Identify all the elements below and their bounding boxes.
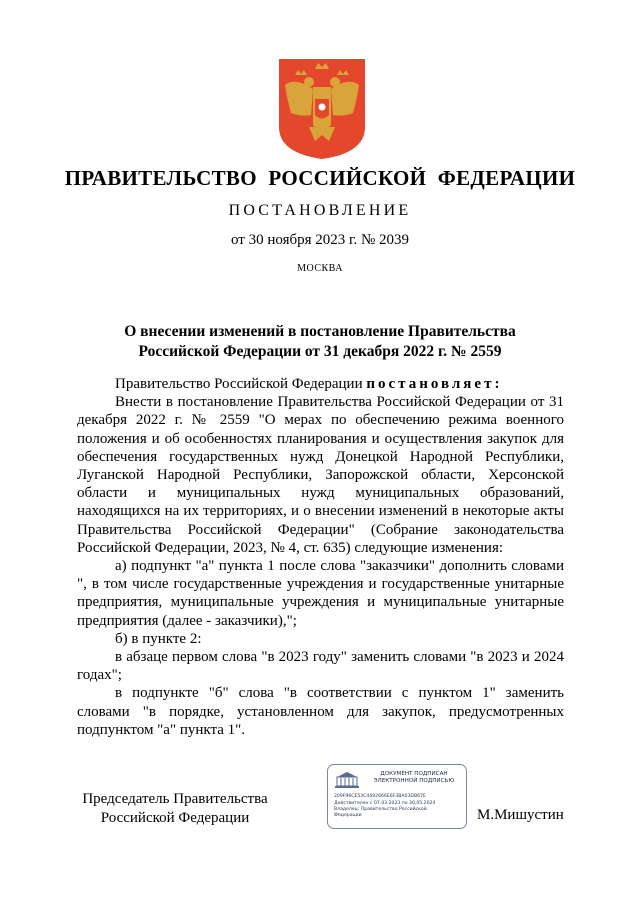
government-title: ПРАВИТЕЛЬСТВО РОССИЙСКОЙ ФЕДЕРАЦИИ bbox=[64, 166, 576, 190]
document-type: ПОСТАНОВЛЕНИЕ bbox=[228, 202, 412, 219]
heading-line-2: Российской Федерации от 31 декабря 2022 г. № 2559 bbox=[138, 343, 502, 360]
stamp-heading-line-1: ДОКУМЕНТ ПОДПИСАН bbox=[380, 771, 448, 777]
body-paragraph-4: в абзаце первом слова "в 2023 году" заменить словами "в 2023 и 2024 годах"; bbox=[77, 649, 564, 684]
russian-coat-of-arms-emblem bbox=[275, 55, 369, 161]
signatory-position bbox=[80, 790, 270, 828]
body-paragraph-decree bbox=[77, 375, 564, 393]
stamp-owner-line-1: Владелец: Правительство Российской bbox=[334, 807, 427, 812]
body-paragraph-3: б) в пункте 2: bbox=[115, 630, 202, 647]
document-city: МОСКВА bbox=[297, 263, 343, 274]
stamp-validity: Действителен с 07.03.2023 по 30.05.2024 bbox=[334, 801, 436, 806]
government-building-icon bbox=[334, 771, 360, 789]
document-body bbox=[77, 375, 564, 739]
body-paragraph-1: Внести в постановление Правительства Российской Федерации от 31 декабря 2022 г. № 2559 "О мерах по обеспечению режима военного положения и об особенностях планирования и осуществления закупок для обеспечения государственных нужд Донецкой Народной Республики, Луганской Народной Республики, Запорожской области, Херсонской области и муниципальных нужд муниципальных образований, находящихся на их территориях, и о внесении изменений в некоторые акты Правительства Российской Федерации" (Собрание законодательства Российской Федерации, 2023, № 4, ст. 635) следующие изменения: bbox=[77, 394, 564, 556]
document-date-number: от 30 ноября 2023 г. № 2039 bbox=[230, 232, 410, 248]
signatory-name: М.Мишустин bbox=[477, 807, 564, 823]
stamp-heading bbox=[364, 771, 464, 785]
decree-action: постановляет: bbox=[366, 376, 503, 392]
stamp-serial: 209F96CE53C4692666E6F3BA03DB67E bbox=[334, 794, 426, 799]
stamp-heading-line-2: ЭЛЕКТРОННОЙ ПОДПИСЬЮ bbox=[373, 778, 455, 784]
document-heading bbox=[0, 322, 640, 362]
electronic-signature-stamp bbox=[327, 764, 467, 829]
signatory-position-line-1: Председатель Правительства bbox=[82, 791, 268, 807]
body-paragraph-2: а) подпункт "а" пункта 1 после слова "заказчики" дополнить словами ", в том числе государственные учреждения и государственные унитарные предприятия, муниципальные учреждения и муниципальные унитарные предприятия (далее - заказчики),"; bbox=[77, 558, 564, 629]
heading-line-1: О внесении изменений в постановление Правительства bbox=[124, 323, 516, 340]
stamp-owner-line-2: Федерации bbox=[334, 813, 362, 818]
body-paragraph-5: в подпункте "б" слова "в соответствии с пунктом 1" заменить словами "в порядке, установленном для закупок, предусмотренных подпунктом "а" пункта 1". bbox=[77, 685, 564, 738]
signatory-position-line-2: Российской Федерации bbox=[100, 810, 250, 826]
decree-intro: Правительство Российской Федерации bbox=[115, 376, 367, 392]
